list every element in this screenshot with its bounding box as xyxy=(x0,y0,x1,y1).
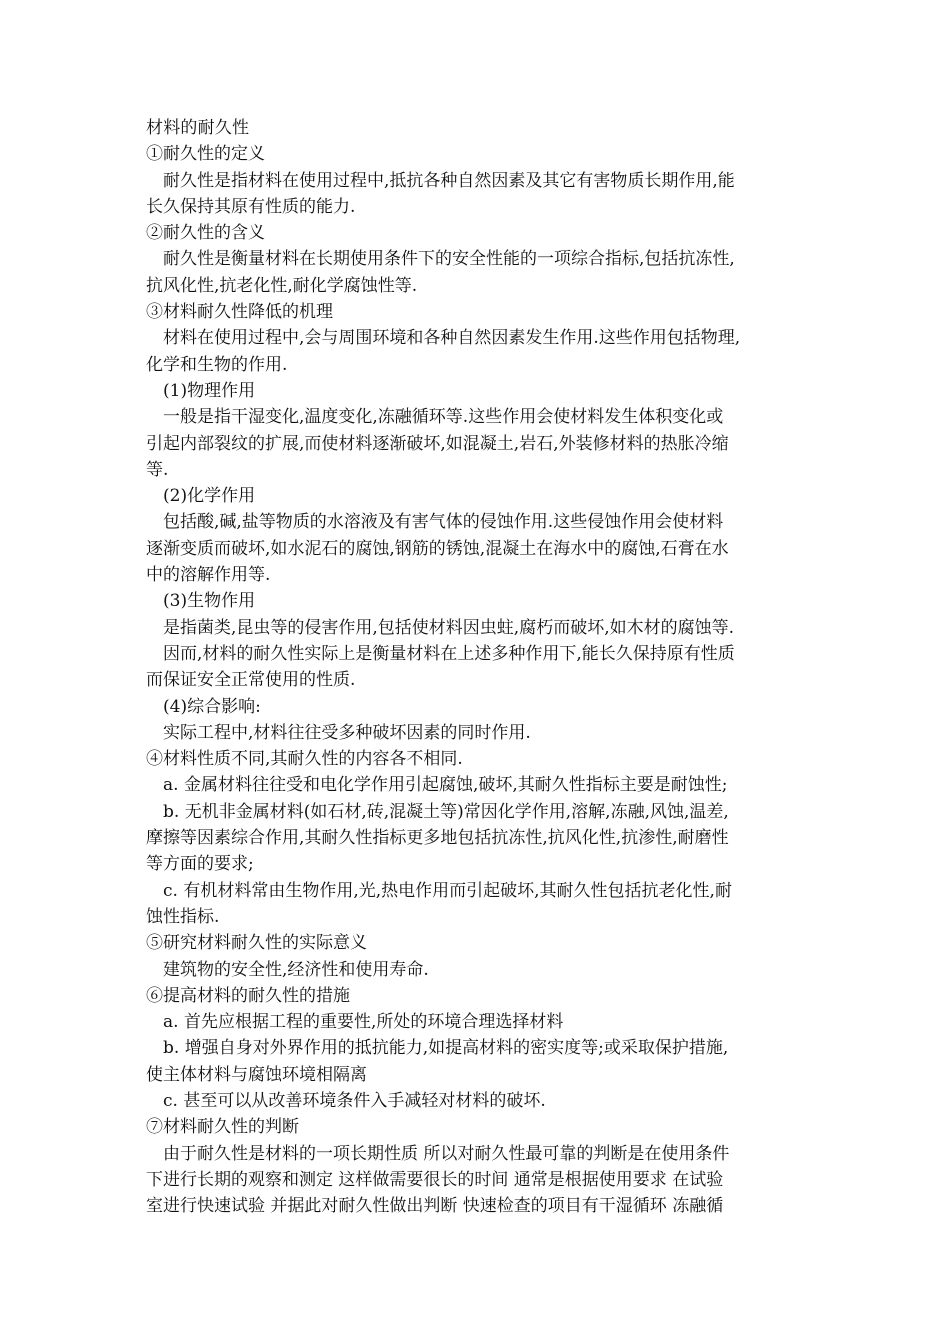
text-line: 化学和生物的作用. xyxy=(146,354,288,375)
text-line: b. 无机非金属材料(如石材,砖,混凝土等)常因化学作用,溶解,冻融,风蚀,温差, xyxy=(163,801,729,822)
text-line: (4)综合影响: xyxy=(163,696,261,717)
text-line: 建筑物的安全性,经济性和使用寿命. xyxy=(163,959,429,980)
text-line: 一般是指干湿变化,温度变化,冻融循环等.这些作用会使材料发生体积变化或 xyxy=(163,407,724,428)
text-line: ⑤研究材料耐久性的实际意义 xyxy=(146,933,367,954)
text-line: 室进行快速试验 并据此对耐久性做出判断 快速检查的项目有干湿循环 冻融循 xyxy=(146,1196,724,1217)
text-line: 等. xyxy=(146,459,169,480)
text-line: 由于耐久性是材料的一项长期性质 所以对耐久性最可靠的判断是在使用条件 xyxy=(163,1143,730,1164)
text-line: 材料在使用过程中,会与周围环境和各种自然因素发生作用.这些作用包括物理, xyxy=(163,328,741,349)
text-line: 引起内部裂纹的扩展,而使材料逐渐破坏,如混凝土,岩石,外装修材料的热胀冷缩 xyxy=(146,433,729,454)
text-line: 实际工程中,材料往往受多种破坏因素的同时作用. xyxy=(163,722,531,743)
text-line: a. 首先应根据工程的重要性,所处的环境合理选择材料 xyxy=(163,1012,564,1033)
text-line: 等方面的要求; xyxy=(146,854,254,875)
text-line: 是指菌类,昆虫等的侵害作用,包括使材料因虫蛀,腐朽而破坏,如木材的腐蚀等. xyxy=(163,617,735,638)
document-page xyxy=(146,115,818,1219)
text-line: b. 增强自身对外界作用的抵抗能力,如提高材料的密实度等;或采取保护措施, xyxy=(163,1038,729,1059)
text-line: ②耐久性的含义 xyxy=(146,223,265,244)
text-line: ③材料耐久性降低的机理 xyxy=(146,302,333,323)
text-line: (3)生物作用 xyxy=(163,591,256,612)
text-line: 耐久性是衡量材料在长期使用条件下的安全性能的一项综合指标,包括抗冻性, xyxy=(163,249,735,270)
text-line: ④材料性质不同,其耐久性的内容各不相同. xyxy=(146,749,463,770)
text-line: 而保证安全正常使用的性质. xyxy=(146,670,356,691)
text-line: 中的溶解作用等. xyxy=(146,565,271,586)
document-body xyxy=(146,141,818,1219)
text-line: ⑥提高材料的耐久性的措施 xyxy=(146,985,350,1006)
text-line: 耐久性是指材料在使用过程中,抵抗各种自然因素及其它有害物质长期作用,能 xyxy=(163,170,735,191)
text-line: 使主体材料与腐蚀环境相隔离 xyxy=(146,1064,367,1085)
text-line: 摩擦等因素综合作用,其耐久性指标更多地包括抗冻性,抗风化性,抗渗性,耐磨性 xyxy=(146,828,729,849)
text-line: (1)物理作用 xyxy=(163,380,256,401)
text-line: 蚀性指标. xyxy=(146,906,220,927)
text-line: 抗风化性,抗老化性,耐化学腐蚀性等. xyxy=(146,275,418,296)
text-line: 因而,材料的耐久性实际上是衡量材料在上述多种作用下,能长久保持原有性质 xyxy=(163,643,735,664)
text-line: 包括酸,碱,盐等物质的水溶液及有害气体的侵蚀作用.这些侵蚀作用会使材料 xyxy=(163,512,724,533)
text-line: ①耐久性的定义 xyxy=(146,144,265,165)
text-line: c. 甚至可以从改善环境条件入手减轻对材料的破坏. xyxy=(163,1090,546,1111)
document-title: 材料的耐久性 xyxy=(146,118,250,138)
text-line: a. 金属材料往往受和电化学作用引起腐蚀,破坏,其耐久性指标主要是耐蚀性; xyxy=(163,775,728,796)
text-line: c. 有机材料常由生物作用,光,热电作用而引起破坏,其耐久性包括抗老化性,耐 xyxy=(163,880,732,901)
text-line: ⑦材料耐久性的判断 xyxy=(146,1117,299,1138)
text-line: (2)化学作用 xyxy=(163,486,256,507)
text-line: 长久保持其原有性质的能力. xyxy=(146,196,356,217)
text-line: 下进行长期的观察和测定 这样做需要很长的时间 通常是根据使用要求 在试验 xyxy=(146,1169,724,1190)
text-line: 逐渐变质而破坏,如水泥石的腐蚀,钢筋的锈蚀,混凝土在海水中的腐蚀,石膏在水 xyxy=(146,538,729,559)
